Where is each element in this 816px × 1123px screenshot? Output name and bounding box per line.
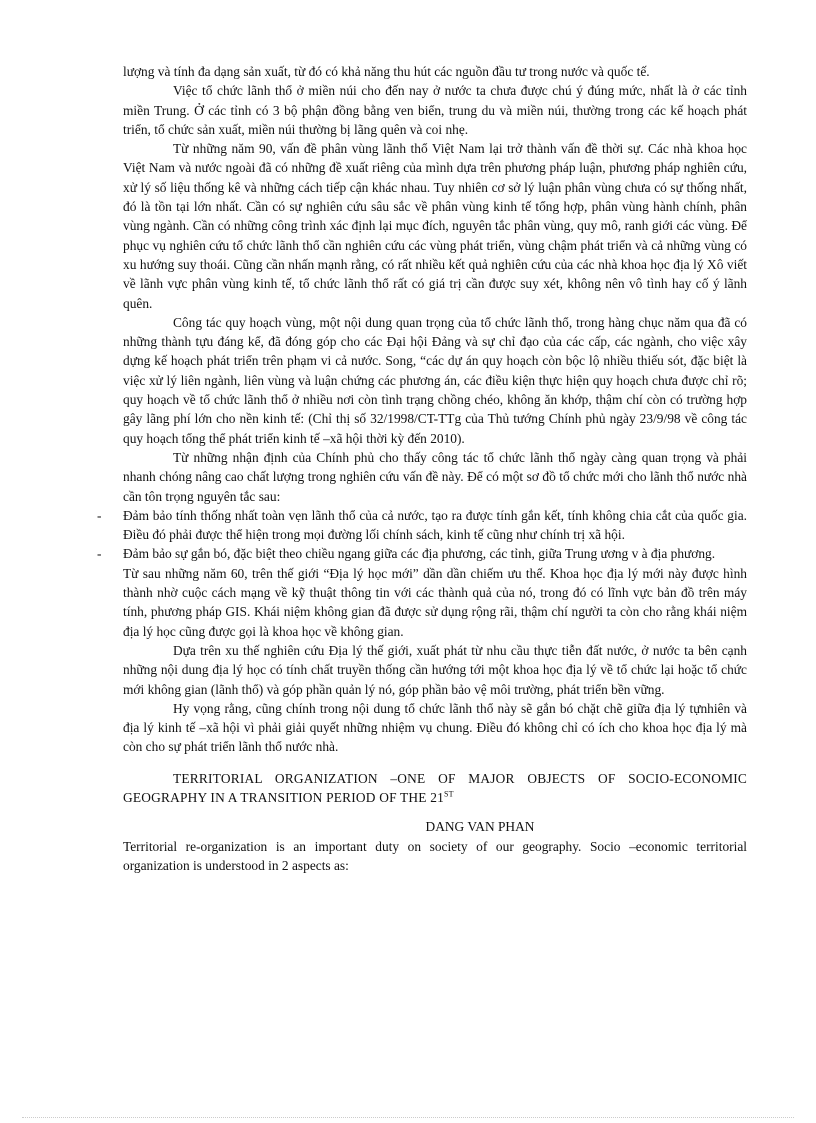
paragraph-government-assessment: Từ những nhận định của Chính phủ cho thấy công tác tổ chức lãnh thổ ngày càng quan trọng và phải nhanh chóng nâng cao chất lượng trong nghiên cứu vấn đề này. Để có một sơ đồ tổ chức mới cho lãnh thổ nước nhà cần tôn trọng nguyên tắc sau: bbox=[123, 449, 747, 504]
bullet-text: Đảm bảo tính thống nhất toàn vẹn lãnh thổ của cả nước, tạo ra được tính gắn kết, tính không chia cắt của quốc gia. Điều đó phải được thể hiện trong mọi đường lối chính sách, kinh tế cũng như chính trị xã hội. bbox=[123, 507, 747, 543]
document-body bbox=[97, 62, 747, 875]
bullet-item-territorial-unity bbox=[97, 506, 747, 545]
english-title-text: TERRITORIAL ORGANIZATION –ONE OF MAJOR OBJECTS OF SOCIO-ECONOMIC GEOGRAPHY IN A TRANSITION PERIOD OF THE 21 bbox=[123, 770, 747, 805]
paragraph-new-geography: Từ sau những năm 60, trên thế giới “Địa lý học mới” dần dần chiếm ưu thế. Khoa học địa lý mới này được hình thành nhờ cuộc cách mạng về kỹ thuật thông tin với các thành quả của nó, trong đó có lĩnh vực bản đồ trên máy tính, phương pháp GIS. Khái niệm không gian đã được sử dụng rộng rãi, thậm chí người ta còn cho rằng khái niệm địa lý học cũng được gọi là khoa học về không gian. bbox=[123, 565, 747, 639]
paragraph-regional-planning: Công tác quy hoạch vùng, một nội dung quan trọng của tổ chức lãnh thổ, trong hàng chục năm qua đã có những thành tựu đáng kể, đã đóng góp cho các Đại hội Đảng và sự chỉ đạo của các cấp, các ngành, cho việc xây dựng kế hoạch phát triển trên phạm vi cả nước. Song, “các dự án quy hoạch còn bộc lộ nhiều thiếu sót, đặc biệt là việc xử lý liên ngành, liên vùng và luận chứng các phương án, các điều kiện thực hiện quy hoạch chưa được chỉ rõ; quy hoạch về tổ chức lãnh thổ ở nhiều nơi còn tình trạng chồng chéo, không ăn khớp, thậm chí còn có trường hợp gây lãng phí lớn cho nền kinh tế: (Chỉ thị số 32/1998/CT-TTg của Thủ tướng Chính phủ ngày 23/9/98 về công tác quy hoạch tổng thể phát triển kinh tế –xã hội thời kỳ đến 2010). bbox=[123, 314, 747, 446]
paragraph-continuation: lượng và tính đa dạng sản xuất, từ đó có khả năng thu hút các nguồn đầu tư trong nước và quốc tế. bbox=[123, 64, 650, 79]
bullet-item-horizontal-cohesion bbox=[97, 544, 747, 563]
paragraph-conclusion: Hy vọng rằng, cũng chính trong nội dung tổ chức lãnh thổ này sẽ gắn bó chặt chẽ giữa địa lý tựnhiên và địa lý kinh tế –xã hội vì phải giải quyết những nhiệm vụ chung. Điều đó không chỉ có ích cho khoa học địa lý mà còn cho sự phát triển lãnh thổ nước nhà. bbox=[123, 700, 747, 755]
paragraph-mountain-organization: Việc tổ chức lãnh thổ ở miền núi cho đến nay ở nước ta chưa được chú ý đúng mức, nhất là ở các tỉnh miền Trung. Ở các tỉnh có 3 bộ phận đồng bằng ven biển, trung du và miền núi, thường trong các kế hoạch phát triển, tổ chức sản xuất, miền núi thường bị lãng quên và coi nhẹ. bbox=[123, 83, 747, 137]
english-title-superscript: ST bbox=[444, 789, 454, 799]
english-abstract: Territorial re-organization is an important duty on society of our geography. Socio –economic territorial organization is understood in 2 aspects as: bbox=[123, 838, 747, 873]
paragraph-regional-division: Từ những năm 90, vấn đề phân vùng lãnh thổ Việt Nam lại trở thành vấn đề thời sự. Các nhà khoa học Việt Nam và nước ngoài đã có những đề xuất riêng của mình dựa trên phương pháp luận, phương pháp nghiên cứu, xử lý số liệu thống kê và những cách tiếp cận khác nhau. Tuy nhiên cơ sở lý luận phân vùng chưa có sự thống nhất, đó là tồn tại lớn nhất. Cần có sự nghiên cứu sâu sắc về phân vùng kinh tế tổng hợp, phân vùng hành chính, phân vùng ngành. Cần có những công trình xác định lại mục đích, nguyên tắc phân vùng, quy mô, ranh giới các vùng. Để phục vụ nghiên cứu tổ chức lãnh thổ cần nghiên cứu các vùng phát triển, vùng chậm phát triển và cả những vùng có xu hướng suy thoái. Cũng cần nhấn mạnh rằng, có rất nhiều kết quả nghiên cứu của các nhà khoa học địa lý Xô viết về lãnh vực phân vùng kinh tế, tổ chức lãnh thổ rất có giá trị cần được suy xét, không nên vô tình hay cố ý lãnh quên. bbox=[123, 141, 747, 311]
bullet-dash: - bbox=[97, 546, 102, 562]
bullet-dash: - bbox=[97, 507, 102, 523]
english-author: DANG VAN PHAN bbox=[425, 819, 535, 835]
english-title bbox=[123, 769, 747, 808]
paragraph-world-trends: Dựa trên xu thế nghiên cứu Địa lý thế giới, xuất phát từ nhu cầu thực tiễn đất nước, ở nước ta bên cạnh những nội dung địa lý học có tính chất truyền thống cần hướng tới một khoa học địa lý về tổ chức lại hoặc tổ chức mới không gian (lãnh thổ) và góp phần quản lý nó, góp phần bảo vệ môi trường, phát triển bền vững. bbox=[123, 642, 747, 697]
page-bottom-divider bbox=[22, 1117, 794, 1118]
bullet-text: Đảm bảo sự gắn bó, đặc biệt theo chiều ngang giữa các địa phương, các tỉnh, giữa Trung ương v à địa phương. bbox=[123, 546, 716, 562]
